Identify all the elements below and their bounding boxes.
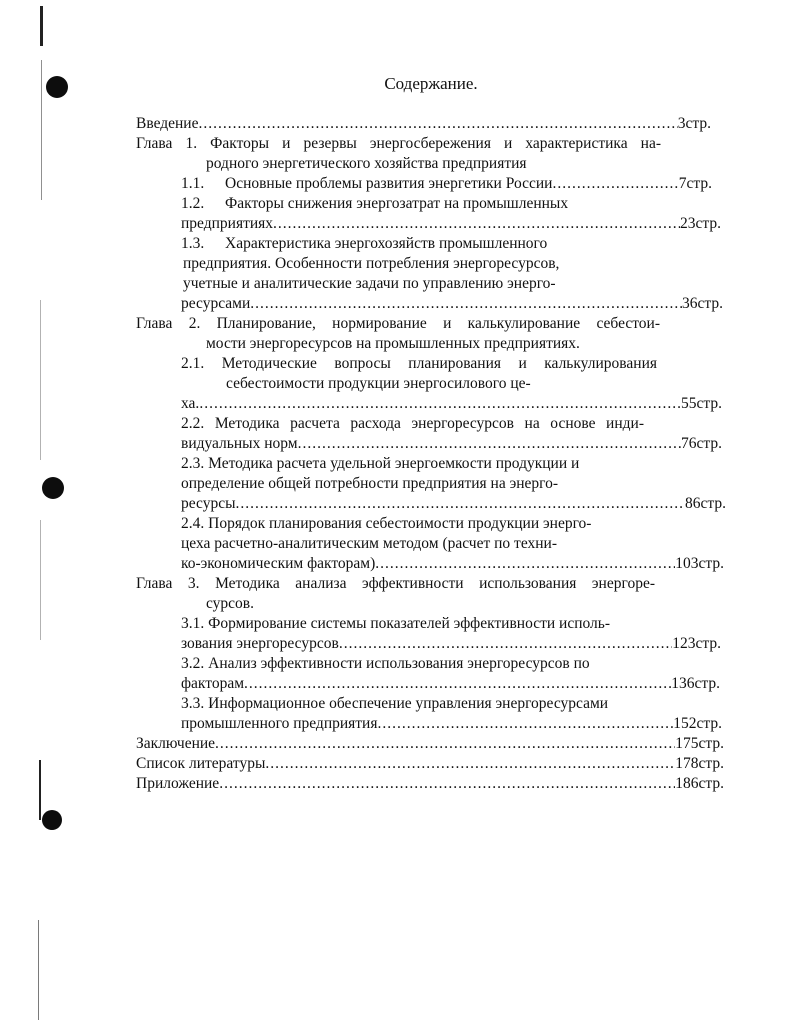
toc-label: Характеристика энергохозяйств промышленного [225,235,548,252]
toc-page-number: 76стр. [681,435,722,452]
toc-entry-3-3-line1: 3.3. Информационное обеспечение управления энергоресурсами [181,695,609,712]
toc-entry-1-3-line2: предприятия. Особенности потребления энергоресурсов, [183,255,560,272]
toc-entry-1-2 [181,214,721,234]
toc-label: ресурсами [181,295,251,312]
dot-leader [215,734,675,754]
toc-entry-conclusion [136,734,724,754]
toc-label: ха. [181,395,200,412]
toc-label: Заключение [136,735,216,752]
toc-label: факторам [181,675,245,692]
toc-entry-1-1 [181,174,712,194]
dot-leader [298,434,681,454]
toc-label: ресурсы [181,495,236,512]
toc-label: Список литературы [136,755,266,772]
toc-page-number: 123стр. [672,635,721,652]
toc-label: зования энергоресурсов [181,635,339,652]
toc-label: промышленного предприятия [181,715,378,732]
toc-page-number: 178стр. [675,755,724,772]
dot-leader [199,394,681,414]
dot-leader [339,634,672,654]
dot-leader [375,554,675,574]
toc-entry-2-2-line1: 2.2. Методика расчета расхода энергоресурсов на основе инди- [181,415,644,432]
toc-entry-references [136,754,724,774]
toc-entry-3-2 [181,674,720,694]
toc-entry-1-3 [181,294,723,314]
toc-page-number: 3стр. [677,115,711,132]
toc-entry-1-3-line3: учетные и аналитические задачи по управлению энерго- [183,275,556,292]
toc-entry-2-3 [181,494,726,514]
toc-page-number: 152стр. [673,715,722,732]
toc-page-number: 186стр. [675,775,724,792]
toc-label: Введение [136,115,199,132]
toc-entry-2-1-line2: себестоимости продукции энергосилового це- [226,375,531,392]
toc-entry-3-1 [181,634,721,654]
toc-entry-appendix [136,774,724,794]
toc-entry-1-3-line1 [181,234,641,254]
toc-label: Факторы снижения энергозатрат на промышленных [225,195,569,212]
toc-page-number: 86стр. [685,495,726,512]
chapter-2-heading-cont: мости энергоресурсов на промышленных предприятиях. [206,335,580,352]
toc-entry-2-4-line1: 2.4. Порядок планирования себестоимости продукции энерго- [181,515,592,532]
toc-page-number: 23стр. [680,215,721,232]
toc-entry-2-3-line1: 2.3. Методика расчета удельной энергоемкости продукции и [181,455,580,472]
toc-entry-2-1 [181,394,722,414]
toc-entry-3-3 [181,714,722,734]
dot-leader [273,214,680,234]
section-number: 1.3. [181,235,205,252]
toc-entry-2-4-line2: цеха расчетно-аналитическим методом (расчет по техни- [181,535,558,552]
dot-leader [552,174,678,194]
toc-entry-2-4 [181,554,724,574]
page-title: Содержание. [384,74,478,93]
dot-leader [250,294,682,314]
toc-label: предприятиях [181,215,274,232]
toc-label: Основные проблемы развития энергетики России [225,175,553,192]
toc-page-number: 36стр. [682,295,723,312]
dot-leader [377,714,673,734]
chapter-1-heading: Глава 1. Факторы и резервы энергосбережения и характеристика на- [136,135,661,152]
toc-page-number: 55стр. [681,395,722,412]
toc-label: видуальных норм [181,435,298,452]
dot-leader [236,494,686,514]
dot-leader [219,774,675,794]
toc-page-number: 103стр. [675,555,724,572]
chapter-3-heading-cont: сурсов. [206,595,254,612]
toc-entry-3-1-line1: 3.1. Формирование системы показателей эффективности исполь- [181,615,611,632]
dot-leader [244,674,671,694]
toc-label: ко-экономическим факторам) [181,555,376,572]
toc-entry-2-2 [181,434,722,454]
chapter-1-heading-cont: родного энергетического хозяйства предприятия [206,155,527,172]
chapter-2-heading: Глава 2. Планирование, нормирование и калькулирование себестои- [136,315,660,332]
toc-page-number: 175стр. [675,735,724,752]
section-number: 1.2. [181,195,205,212]
dot-leader [265,754,675,774]
toc-entry-2-3-line2: определение общей потребности предприятия на энерго- [181,475,559,492]
toc-entry-1-2-line1 [181,194,641,214]
toc-page-number: 136стр. [671,675,720,692]
toc-entry-2-1-line1: 2.1. Методические вопросы планирования и калькулирования [181,355,657,372]
toc-page-number: 7стр. [678,175,712,192]
dot-leader [198,114,677,134]
chapter-3-heading: Глава 3. Методика анализа эффективности использования энергоре- [136,575,655,592]
toc-entry-intro [136,114,711,134]
toc-entry-3-2-line1: 3.2. Анализ эффективности использования энергоресурсов по [181,655,590,672]
section-number: 1.1. [181,175,205,192]
toc-label: Приложение [136,775,220,792]
